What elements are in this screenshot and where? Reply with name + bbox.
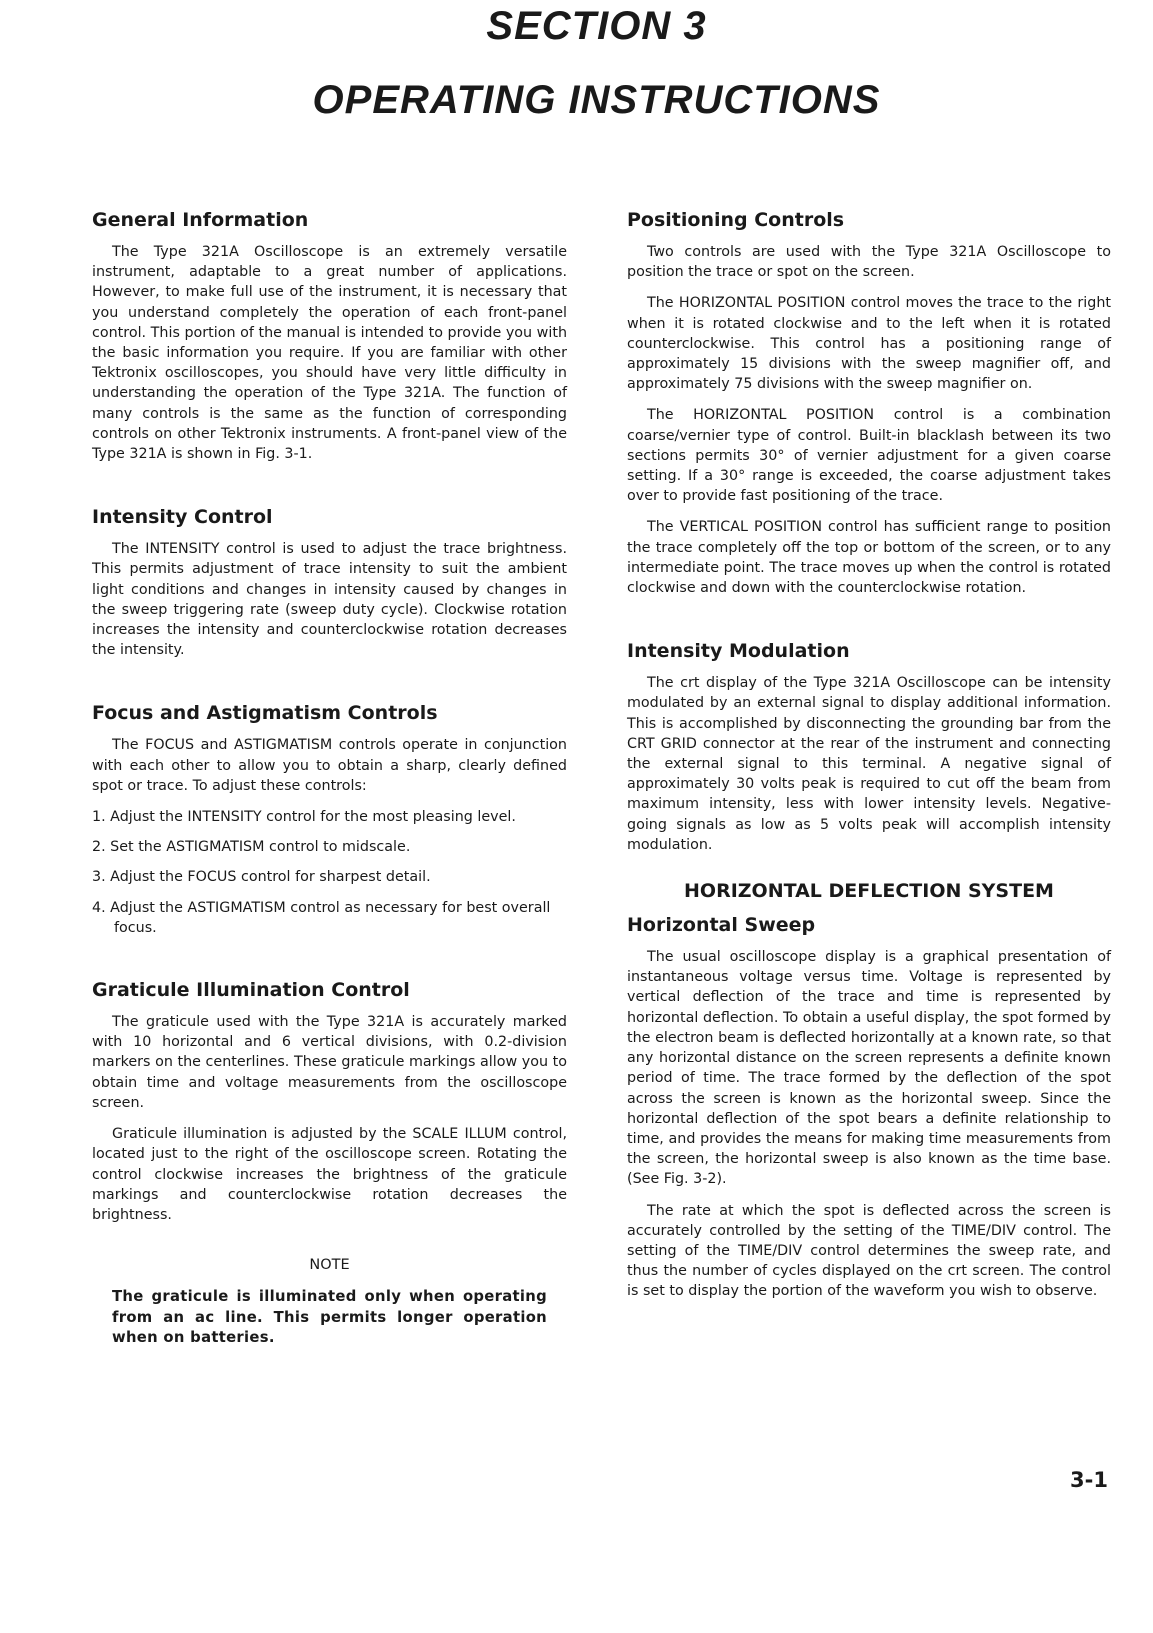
heading-graticule-illumination: Graticule Illumination Control xyxy=(92,979,410,1002)
positioning-paragraph-2: The HORIZONTAL POSITION control moves the trace to the right when it is rotated clockwise and to the left when it is rotated counterclockwise. This control has a positioning range of approximately 15 divisions with the sweep magnifier off, and approximately 75 divisions with the sweep magnifier on. xyxy=(627,295,1111,393)
intensity-modulation-paragraph: The crt display of the Type 321A Oscilloscope can be intensity modulated by an external signal to display additional information. This is accomplished by disconnecting the grounding bar from the CRT GRID connector at the rear of the instrument and connecting the external signal to this terminal. A negative signal of approximately 30 volts peak is required to cut off the beam from maximum intensity, less with lower intensity levels. Negative-going signals as low as 5 volts peak will accomplish intensity modulation. xyxy=(627,675,1111,853)
heading-intensity-modulation: Intensity Modulation xyxy=(627,640,850,663)
focus-step: 3. Adjust the FOCUS control for sharpest detail. xyxy=(92,869,431,886)
positioning-paragraph-4: The VERTICAL POSITION control has sufficient range to position the trace completely off the top or bottom of the screen, or to any intermediate point. The trace moves up when the control is rotated clockwise and down with the counterclockwise rotation. xyxy=(627,519,1111,597)
heading-general-information: General Information xyxy=(92,209,309,231)
focus-step: 1. Adjust the INTENSITY control for the most pleasing level. xyxy=(92,809,516,826)
horizontal-sweep-paragraph-2: The rate at which the spot is deflected across the screen is accurately controlled by the setting of the TIME/DIV control. The setting of the TIME/DIV control determines the sweep rate, and thus the number of cycles displayed on the crt screen. The control is set to display the portion of the waveform you wish to observe. xyxy=(627,1202,1111,1300)
heading-horizontal-deflection-system: HORIZONTAL DEFLECTION SYSTEM xyxy=(684,880,1054,903)
general-information-paragraph: The Type 321A Oscilloscope is an extremely versatile instrument, adaptable to a great number of applications. However, to make full use of the instrument, it is necessary that you understand completely the operation of each front-panel control. This portion of the manual is intended to provide you with the basic information you require. If you are familiar with other Tektronix oscilloscopes, you should have very little difficulty in understanding the operation of the Type 321A. The function of many controls is the same as the function of corresponding controls on other Tektronix instruments. A front-panel view of the Type 321A is shown in Fig. 3-1. xyxy=(92,244,567,463)
horizontal-sweep-paragraph-1: The usual oscilloscope display is a graphical presentation of instantaneous voltage versus time. Voltage is represented by vertical deflection of the trace and time is represented by horizontal deflection. To obtain a useful display, the spot formed by the electron beam is deflected horizontally at a known rate, so that any horizontal distance on the screen represents a definite known period of time. The trace formed by the deflection of the spot across the screen is known as the horizontal sweep. Since the horizontal deflection of the spot bears a definite relationship to time, and provides the means for making time measurements from the screen, the horizontal sweep is also known as the time base. (See Fig. 3-2). xyxy=(627,949,1111,1188)
positioning-paragraph-3: The HORIZONTAL POSITION control is a combination coarse/vernier type of control. Built-in blacklash between its two sections permits 30° of vernier adjustment for a given coarse setting. If a 30° range is exceeded, the coarse adjustment takes over to provide fast positioning of the trace. xyxy=(627,407,1111,505)
section-title: SECTION 3 xyxy=(486,4,707,48)
graticule-paragraph-2: Graticule illumination is adjusted by the SCALE ILLUM control, located just to the right of the oscilloscope screen. Rotating the control clockwise increases the brightness of the graticule markings and counterclockwise rotation decreases the brightness. xyxy=(92,1126,567,1223)
note-text: The graticule is illuminated only when operating from an ac line. This permits longer operation when on batteries. xyxy=(112,1288,547,1347)
focus-step: 4. Adjust the ASTIGMATISM control as necessary for best overall focus. xyxy=(92,899,551,936)
intensity-control-paragraph: The INTENSITY control is used to adjust the trace brightness. This permits adjustment of trace intensity to suit the ambient light conditions and changes in intensity caused by changes in the sweep triggering rate (sweep duty cycle). Clockwise rotation increases the intensity and counterclockwise rotation decreases the intensity. xyxy=(92,541,567,659)
heading-focus-astigmatism: Focus and Astigmatism Controls xyxy=(92,702,438,725)
focus-step: 2. Set the ASTIGMATISM control to midscale. xyxy=(92,839,411,856)
focus-astigmatism-paragraph: The FOCUS and ASTIGMATISM controls operate in conjunction with each other to allow you to obtain a sharp, clearly defined spot or trace. To adjust these controls: xyxy=(92,737,567,794)
positioning-paragraph-1: Two controls are used with the Type 321A Oscilloscope to position the trace or spot on the screen. xyxy=(627,244,1111,281)
graticule-paragraph-1: The graticule used with the Type 321A is accurately marked with 10 horizontal and 6 vertical divisions, with 0.2-division markers on the centerlines. These graticule markings allow you to obtain time and voltage measurements from the oscilloscope screen. xyxy=(92,1014,567,1111)
note-label: NOTE xyxy=(309,1257,350,1274)
right-column xyxy=(627,208,1111,1313)
heading-horizontal-sweep: Horizontal Sweep xyxy=(627,914,816,937)
heading-intensity-control: Intensity Control xyxy=(92,506,273,529)
heading-positioning-controls: Positioning Controls xyxy=(627,209,845,231)
focus-steps-list xyxy=(92,807,567,938)
left-column xyxy=(92,208,567,1349)
page-number: 3-1 xyxy=(1070,1468,1108,1492)
page-title: OPERATING INSTRUCTIONS xyxy=(312,78,881,122)
